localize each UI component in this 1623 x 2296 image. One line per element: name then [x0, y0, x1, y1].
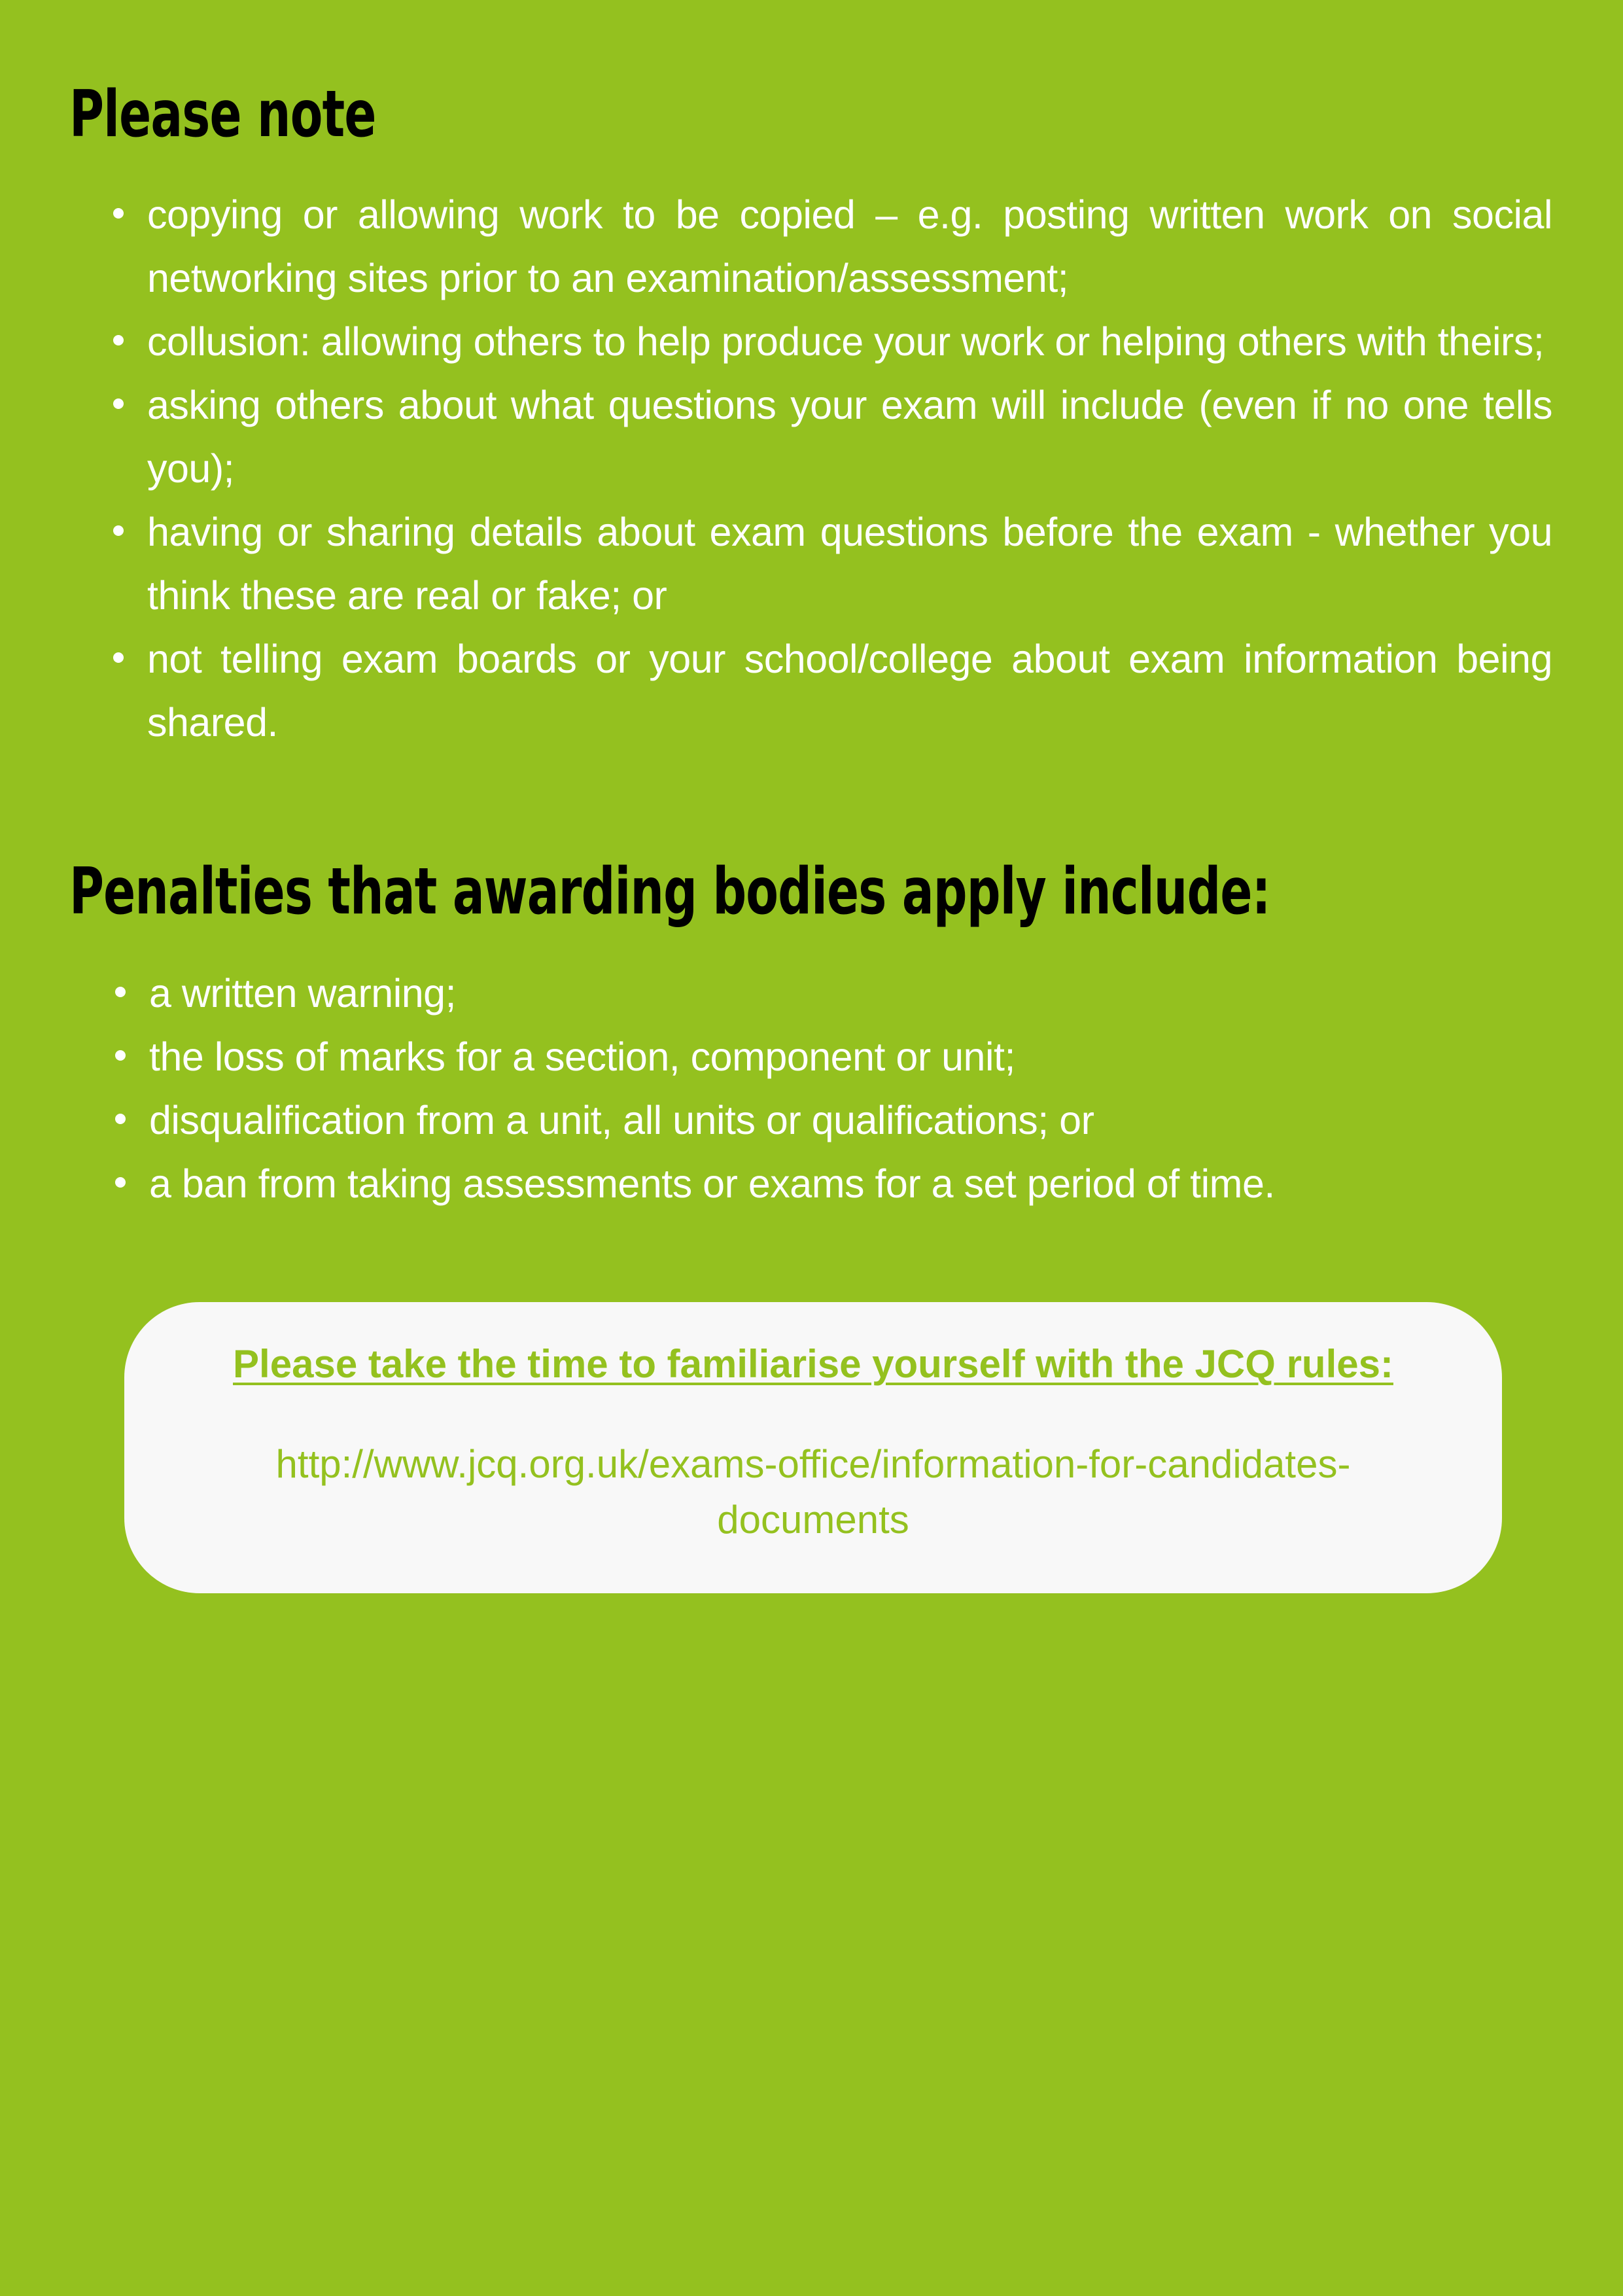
list-item-text: collusion: allowing others to help produce your work or helping others with theirs; [147, 319, 1544, 364]
bullet-icon [115, 1050, 126, 1061]
list-item [149, 962, 1554, 1025]
list-item [147, 374, 1552, 501]
jcq-rules-link-line-2[interactable]: documents [717, 1498, 909, 1542]
list-item [149, 1025, 1554, 1089]
penalties-heading: Penalties that awarding bodies apply include: [69, 855, 1270, 929]
bullet-icon [115, 1177, 126, 1188]
bullet-icon [115, 1114, 126, 1124]
list-item [147, 627, 1552, 754]
list-item-text: the loss of marks for a section, component or unit; [149, 1034, 1015, 1079]
list-item-text: disqualification from a unit, all units or qualifications; or [149, 1098, 1094, 1142]
bullet-icon [115, 987, 126, 997]
list-item-text: asking others about what questions your exam will include (even if no one tells you); [147, 383, 1552, 491]
bullet-icon [113, 525, 124, 536]
list-item [147, 183, 1552, 310]
list-item [147, 310, 1552, 374]
please-note-list [147, 183, 1552, 754]
bullet-icon [113, 335, 124, 345]
bullet-icon [113, 652, 124, 663]
bullet-icon [113, 398, 124, 409]
list-item-text: a written warning; [149, 971, 457, 1016]
list-item-text: not telling exam boards or your school/college about exam information being shared. [147, 637, 1552, 745]
penalties-list [149, 962, 1554, 1216]
list-item-text: copying or allowing work to be copied – e.g. posting written work on social networking sites prior to an examination/assessment; [147, 192, 1552, 300]
callout-title: Please take the time to familiarise yourself with the JCQ rules: [233, 1342, 1393, 1386]
list-item [147, 501, 1552, 627]
jcq-rules-link[interactable] [177, 1436, 1450, 1547]
jcq-rules-callout [124, 1302, 1502, 1593]
please-note-heading: Please note [69, 77, 376, 152]
bullet-icon [113, 208, 124, 219]
list-item-text: a ban from taking assessments or exams for a set period of time. [149, 1161, 1275, 1206]
list-item-text: having or sharing details about exam questions before the exam - whether you think these are real or fake; or [147, 510, 1552, 618]
list-item [149, 1152, 1554, 1216]
list-item [149, 1089, 1554, 1152]
jcq-rules-link-line-1[interactable]: http://www.jcq.org.uk/exams-office/information-for-candidates- [275, 1442, 1351, 1486]
